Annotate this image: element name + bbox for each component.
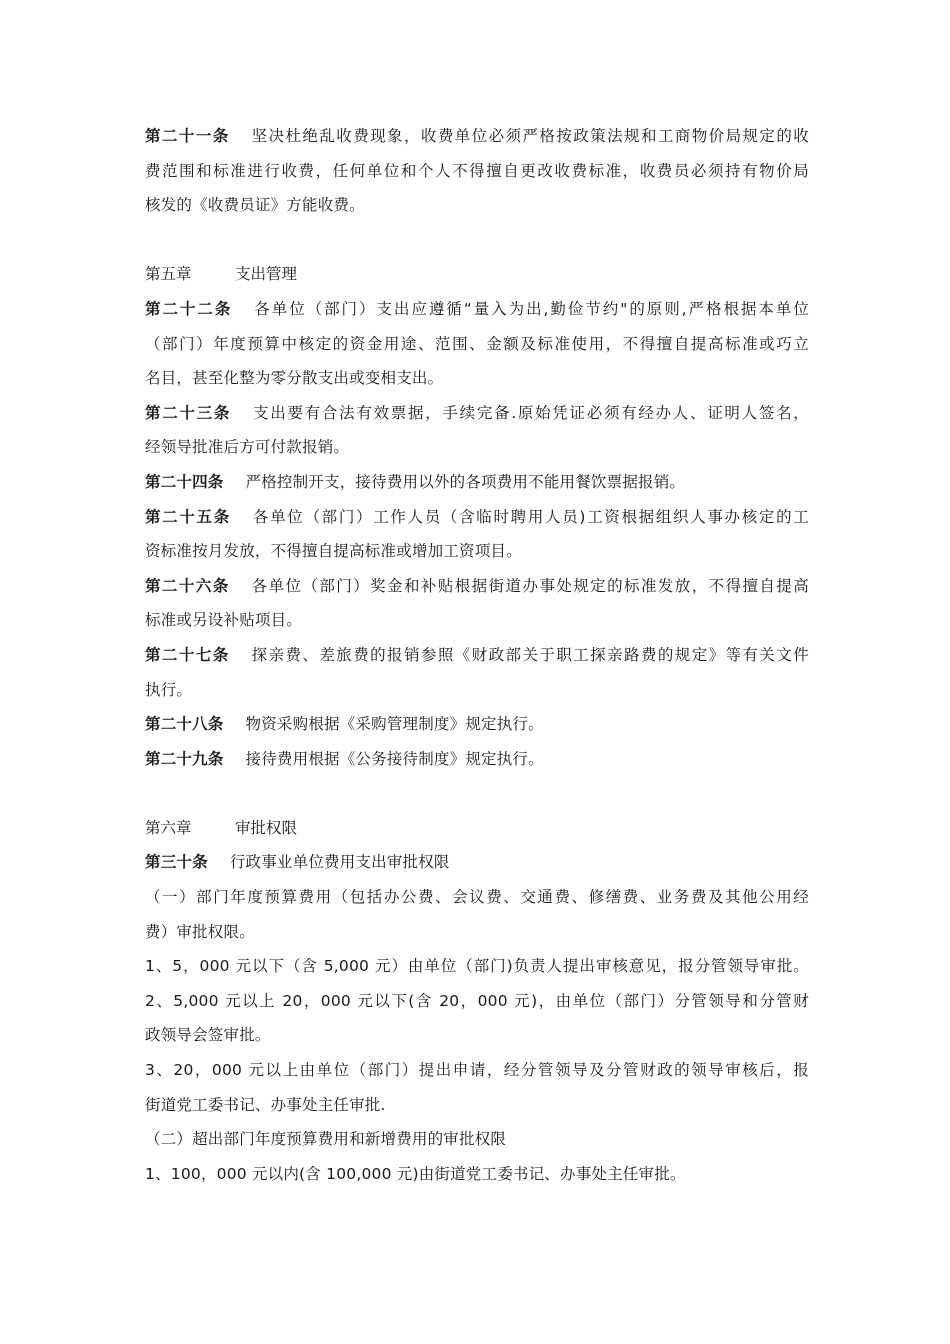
- article-22-line-2: （部门）年度预算中核定的资金用途、范围、金额及标准使用，不得擅自提高标准或巧立: [145, 334, 809, 353]
- article-26-line-2: 标准或另设补贴项目。: [145, 611, 303, 630]
- article-28-line-1: [145, 707, 809, 742]
- article-25-line-1: [145, 500, 809, 535]
- spacer: [145, 223, 809, 258]
- section-1-line-1: （一）部门年度预算费用（包括办公费、会议费、交通费、修缮费、业务费及其他公用经: [145, 888, 809, 907]
- section-2-line-1: （二）超出部门年度预算费用和新增费用的审批权限: [145, 1130, 507, 1149]
- item-1-line-1: 1、5，000 元以下（含 5,000 元）由单位（部门)负责人提出审核意见，报分管领导审批。: [145, 957, 809, 976]
- article-25-text: 各单位（部门）工作人员（含临时聘用人员)工资根据组织人事办核定的工: [252, 507, 809, 526]
- article-21-line-3: 核发的《收费员证》方能收费。: [145, 196, 365, 215]
- article-30-number: 第三十条: [145, 853, 208, 872]
- article-26-text: 各单位（部门）奖金和补贴根据街道办事处规定的标准发放，不得擅自提高: [251, 576, 809, 595]
- article-28-text: 物资采购根据《采购管理制度》规定执行。: [245, 715, 544, 734]
- article-27-text: 探亲费、差旅费的报销参照《财政部关于职工探亲路费的规定》等有关文件: [251, 645, 809, 664]
- article-26-number: 第二十六条: [145, 576, 230, 595]
- article-24-line-1: [145, 465, 809, 500]
- chapter-5-title: 支出管理: [235, 265, 298, 284]
- article-26-line-1: [145, 569, 809, 604]
- item-4-line-1: 1、100，000 元以内(含 100,000 元)由街道党工委书记、办事处主任审批。: [145, 1164, 686, 1183]
- article-22-number: 第二十二条: [145, 299, 233, 318]
- article-29-line-1: [145, 742, 809, 777]
- article-30-text: 行政事业单位费用支出审批权限: [229, 853, 450, 872]
- chapter-5-number: 第五章: [145, 265, 192, 284]
- item-2-line-1: 2、5,000 元以上 20，000 元以下(含 20，000 元)，由单位（部门）分管领导和分管财: [145, 991, 809, 1010]
- chapter-6-number: 第六章: [145, 818, 192, 837]
- spacer: [145, 776, 809, 811]
- document-body: [145, 119, 809, 1191]
- article-24-text: 严格控制开支，接待费用以外的各项费用不能用餐饮票据报销。: [245, 472, 686, 491]
- article-25-number: 第二十五条: [145, 507, 231, 526]
- article-21-line-2: 费范围和标准进行收费，任何单位和个人不得擅自更改收费标准，收费员必须持有物价局: [145, 161, 809, 180]
- article-28-number: 第二十八条: [145, 715, 224, 734]
- article-23-line-1: [145, 396, 809, 431]
- article-24-number: 第二十四条: [145, 472, 224, 491]
- chapter-6-title: 审批权限: [235, 818, 298, 837]
- article-27-number: 第二十七条: [145, 645, 230, 664]
- article-29-number: 第二十九条: [145, 749, 224, 768]
- article-22-line-1: [145, 292, 809, 327]
- article-23-number: 第二十三条: [145, 403, 232, 422]
- article-23-text: 支出要有合法有效票据，手续完备.原始凭证必须有经办人、证明人签名，: [253, 403, 809, 422]
- chapter-6-heading: [145, 811, 809, 846]
- section-1-line-2: 费）审批权限。: [145, 922, 255, 941]
- article-27-line-2: 执行。: [145, 680, 193, 699]
- article-29-text: 接待费用根据《公务接待制度》规定执行。: [245, 749, 544, 768]
- article-25-line-2: 资标准按月发放，不得擅自提高标准或增加工资项目。: [145, 542, 522, 561]
- article-23-line-2: 经领导批准后方可付款报销。: [145, 438, 350, 457]
- article-21-number: 第二十一条: [145, 127, 230, 145]
- chapter-5-heading: [145, 257, 809, 292]
- item-3-line-1: 3、20，000 元以上由单位（部门）提出申请，经分管领导及分管财政的领导审核后，报: [145, 1061, 809, 1080]
- article-21-line-1: [145, 119, 809, 154]
- item-3-line-2: 街道党工委书记、办事处主任审批.: [145, 1095, 386, 1114]
- article-22-line-3: 名目，甚至化整为零分散支出或变相支出。: [145, 369, 444, 388]
- article-21-text: 坚决杜绝乱收费现象，收费单位必须严格按政策法规和工商物价局规定的收: [251, 127, 809, 145]
- article-27-line-1: [145, 638, 809, 673]
- article-30-line-1: [145, 845, 809, 880]
- article-22-text: 各单位（部门）支出应遵循“量入为出,勤俭节约"的原则,严格根据本单位: [254, 299, 809, 318]
- item-2-line-2: 政领导会签审批。: [145, 1026, 271, 1045]
